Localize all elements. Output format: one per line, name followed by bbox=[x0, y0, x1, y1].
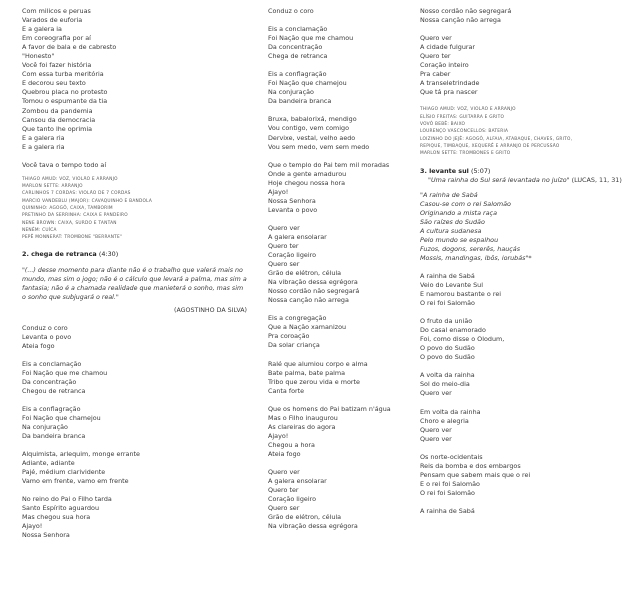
song-3-title: 3. levante sul (5:07) bbox=[420, 166, 491, 175]
lyric-line: Conduz o coro bbox=[22, 323, 68, 332]
credit-line: LOIZINHO DO JEJÊ: AGOGÔ, ALFAIA, ATABAQUE, CHAVES, GRITO, bbox=[420, 136, 573, 142]
lyric-line: Que os homens do Pai batizam n'água bbox=[268, 404, 391, 413]
lyric-line: Coração ligeiro bbox=[268, 495, 316, 504]
lyric-line: Quero ver bbox=[420, 425, 452, 434]
lyric-line: Ajayo! bbox=[268, 431, 289, 440]
lyrics-column-3 bbox=[420, 7, 622, 516]
lyric-line: E namorou bastante o rei bbox=[420, 290, 502, 299]
lyrics-column-1 bbox=[22, 7, 247, 540]
lyric-line: Foi Nação que me chamou bbox=[22, 368, 108, 377]
credit-line: THIAGO AMUD: VOZ, VIOLÃO E ARRANJO bbox=[22, 176, 118, 182]
lyric-line: A favor de bala e de cabresto bbox=[22, 43, 117, 52]
lyric-line: Bate palma, bate palma bbox=[268, 368, 346, 377]
lyric-line: "Honesto" bbox=[22, 52, 55, 61]
lyric-line: Quero ser bbox=[268, 504, 300, 513]
lyric-line: O rei foi Salomão bbox=[420, 488, 475, 497]
lyric-line: "A rainha de Sabá bbox=[420, 190, 478, 199]
credit-line: MARCIO VANDEBLU (MAJOR): CAVAQUINHO E BANDOLA bbox=[22, 198, 153, 204]
lyric-line: Chegou a hora bbox=[268, 440, 315, 449]
lyric-line: Quero ver bbox=[268, 223, 300, 232]
lyric-line: Eis a congregação bbox=[268, 314, 327, 323]
lyric-line: Quero ver bbox=[420, 34, 452, 43]
lyric-line: A volta da rainha bbox=[420, 371, 475, 380]
lyric-line: A cidade fulgurar bbox=[420, 43, 476, 52]
lyric-line: Fuzos, dogons, sererês, hauçás bbox=[420, 244, 521, 253]
lyric-line: Em volta da rainha bbox=[420, 407, 481, 416]
lyric-line: Eis a conclamação bbox=[22, 359, 82, 368]
lyric-line: Eis a conclamação bbox=[268, 25, 328, 34]
lyric-line: O rei foi Salomão bbox=[420, 299, 475, 308]
credit-line: NENÉM: CUÍCA bbox=[22, 227, 57, 233]
lyric-line: Quero ter bbox=[420, 52, 451, 61]
credit-line: PRETINHO DA SERRINHA: CAIXA E PANDEIRO bbox=[22, 213, 128, 219]
lyric-line: Nossa Senhora bbox=[22, 531, 70, 540]
lyric-line: A rainha de Sabá bbox=[420, 271, 475, 280]
lyric-line: Da concentração bbox=[22, 377, 77, 386]
lyric-line: Nossa canção não arrega bbox=[420, 16, 501, 25]
credit-line: ELÍSIO FREITAS: GUITARRA E GRITO bbox=[420, 114, 505, 120]
lyric-line: Quero ter bbox=[268, 241, 299, 250]
credit-line: THIAGO AMUD: VOZ, VIOLÃO E ARRANJO bbox=[420, 107, 516, 113]
lyric-line: Pajé, médium clarividente bbox=[22, 468, 106, 477]
lyric-line: Ajayo! bbox=[268, 187, 289, 196]
lyric-line: Que o templo do Pai tem mil moradas bbox=[268, 160, 390, 169]
stanza bbox=[268, 314, 408, 350]
lyric-line: Com essa turba meritória bbox=[22, 70, 104, 79]
lyric-line: Foi, como disse o Olodum, bbox=[420, 335, 505, 344]
stanza bbox=[420, 408, 590, 444]
lyric-line: Pra caber bbox=[420, 70, 451, 79]
stanza bbox=[420, 453, 590, 498]
lyric-line: Na conjuração bbox=[268, 88, 314, 97]
stanza-1 bbox=[22, 7, 247, 152]
lyric-line: Ateia fogo bbox=[268, 449, 301, 458]
credit-line: CARLINHOS 7 CORDAS: VIOLÃO DE 7 CORDAS bbox=[22, 191, 131, 197]
lyric-line: E a galera ia bbox=[22, 25, 62, 34]
credit-line: QUININHO: AGOGÔ, CAIXA, TAMBORIM bbox=[22, 205, 113, 211]
lyric-line: Quero ver bbox=[268, 467, 300, 476]
credit-line: LOURENÇO VASCONCELLOS: BATERIA bbox=[420, 129, 509, 135]
stanza bbox=[268, 405, 408, 459]
lyric-line: A cultura sudanesa bbox=[420, 226, 482, 235]
stanza bbox=[420, 34, 590, 97]
lyric-line: Alquimista, arlequim, monge errante bbox=[22, 450, 140, 459]
lyric-line: Onde a gente amadurou bbox=[268, 169, 347, 178]
lyric-line: Da solar criança bbox=[268, 341, 320, 350]
credits-song-2 bbox=[420, 106, 590, 157]
stanza bbox=[420, 272, 590, 308]
lyric-line: Tomou o espumante da tia bbox=[22, 97, 108, 106]
lyric-line: São raízes do Sudão bbox=[420, 217, 485, 226]
lyric-line: Com milicos e peruas bbox=[22, 7, 91, 15]
lyric-line: Adiante, adiante bbox=[22, 459, 75, 468]
lyric-line: Na vibração dessa egrégora bbox=[268, 278, 358, 287]
stanza bbox=[268, 7, 408, 16]
lyric-line: Cansou da democracia bbox=[22, 115, 96, 124]
lyric-line: Chega de retranca bbox=[268, 52, 328, 61]
song-2-epigraph: "(...) desse momento para diante não é o trabalho que valerá mais no mundo, mas sim o jogo; não é o cálculo que levará a palma, mas sim a fantasia; não é a chamada realidade que manieterá o sonho, mas sim o sonho que subjugará o real." bbox=[22, 266, 247, 301]
lyric-line: Coração inteiro bbox=[420, 61, 469, 70]
stanza bbox=[268, 70, 408, 106]
lyric-line: Originando a mista raça bbox=[420, 208, 497, 217]
stanza-2e bbox=[22, 495, 247, 540]
song-3-epigraph: "Uma rainha do Sul será levantada no juízo" (LUCAS, 11, 31) bbox=[428, 175, 622, 184]
lyric-line: Em coreografia por aí bbox=[22, 34, 91, 43]
lyric-line: O povo do Sudão bbox=[420, 353, 475, 362]
lyric-line: Quero ver bbox=[420, 434, 452, 443]
stanza bbox=[420, 371, 590, 398]
lyric-line: Os norte-ocidentais bbox=[420, 452, 483, 461]
stanza bbox=[268, 468, 408, 531]
lyric-line: Quero ver bbox=[420, 389, 452, 398]
lyric-line: Levanta o povo bbox=[268, 205, 318, 214]
lyric-line: No reino do Pai o Filho tarda bbox=[22, 495, 112, 504]
lyric-line: Ateia fogo bbox=[22, 341, 55, 350]
lyric-line: Conduz o coro bbox=[268, 7, 314, 15]
credit-line: MARLON SETTE: ARRANJO bbox=[22, 184, 83, 190]
lyric-line: Vou contigo, vem comigo bbox=[268, 124, 350, 133]
lyric-line: Ajayo! bbox=[22, 522, 43, 531]
lyric-line: Pra coroação bbox=[268, 332, 310, 341]
lyric-line: Tribo que zerou vida e morte bbox=[268, 377, 360, 386]
lyric-line: Você tava o tempo todo aí bbox=[22, 160, 107, 169]
lyric-line: Nosso cordão não segregará bbox=[420, 7, 512, 15]
stanza bbox=[268, 161, 408, 215]
lyric-line: Casou-se com o rei Salomão bbox=[420, 199, 511, 208]
lyric-line: Dervixe, vestal, velho aedo bbox=[268, 133, 356, 142]
lyric-line: Nosso cordão não segregará bbox=[268, 287, 360, 296]
stanza-2b bbox=[22, 360, 247, 396]
lyric-line: E a galera ria bbox=[22, 142, 65, 151]
lyric-line: Levanta o povo bbox=[22, 332, 72, 341]
lyric-line: Nossa canção não arrega bbox=[268, 296, 349, 305]
stanza-2d bbox=[22, 450, 247, 486]
lyric-line: E decorou seu texto bbox=[22, 79, 86, 88]
lyric-line: Pensam que sabem mais que o rei bbox=[420, 470, 531, 479]
stanza bbox=[268, 360, 408, 396]
lyric-line: Que a Nação xamanizou bbox=[268, 323, 347, 332]
lyric-line: A rainha de Sabá bbox=[420, 506, 475, 515]
italic-stanza bbox=[420, 191, 590, 263]
lyric-line: Quero ser bbox=[268, 260, 300, 269]
lyric-line: Hoje chegou nossa hora bbox=[268, 178, 346, 187]
credit-line: MARLON SETTE: TROMBONES E GRITO bbox=[420, 151, 511, 157]
lyric-line: O fruto da união bbox=[420, 317, 473, 326]
lyric-line: Foi Nação que me chamou bbox=[268, 34, 354, 43]
lyric-line: Mossis, mandingas, ibôs, iorubás"* bbox=[420, 253, 532, 262]
lyric-line: Mas o Filho inaugurou bbox=[268, 413, 338, 422]
lyric-line: Eis a conflagração bbox=[22, 404, 81, 413]
lyric-line: Quero ter bbox=[268, 486, 299, 495]
stanza bbox=[420, 507, 590, 516]
lyric-line: Santo Espírito aguardou bbox=[22, 504, 99, 513]
stanza bbox=[268, 115, 408, 151]
lyric-line: Eis a conflagração bbox=[268, 70, 327, 79]
lyric-line: Varados de euforia bbox=[22, 16, 83, 25]
lyric-line: E a galera ria bbox=[22, 133, 65, 142]
song-2-title: 2. chega de retranca (4:30) bbox=[22, 250, 119, 259]
lyric-line: Veio do Levante Sul bbox=[420, 281, 484, 290]
lyric-line: Reis da bomba e dos embargos bbox=[420, 461, 521, 470]
stanza bbox=[268, 224, 408, 305]
lyric-line: Coração ligeiro bbox=[268, 251, 316, 260]
credit-line: NENE BROWN: CAIXA, SURDO E TANTAN bbox=[22, 220, 117, 226]
lyric-line: Do casal enamorado bbox=[420, 326, 486, 335]
lyric-line: Bruxa, babalorixá, mendigo bbox=[268, 115, 357, 124]
lyric-line: A galera ensolarar bbox=[268, 232, 327, 241]
lyric-line: Na conjuração bbox=[22, 422, 68, 431]
lyric-line: Nossa Senhora bbox=[268, 196, 316, 205]
stanza bbox=[268, 25, 408, 61]
lyric-line: Vou sem medo, vem sem medo bbox=[268, 142, 370, 151]
lyric-line: Chegou de retranca bbox=[22, 386, 86, 395]
lyric-line: Você foi fazer história bbox=[22, 61, 92, 70]
lyric-line: Choro e alegria bbox=[420, 416, 469, 425]
credit-line: PEPÊ MONNERAT: TROMBONE "BERRANTE" bbox=[22, 235, 123, 241]
credits-song-1 bbox=[22, 176, 247, 242]
lyric-line: E o rei foi Salomão bbox=[420, 479, 480, 488]
lyric-line: As clareiras do agora bbox=[268, 422, 336, 431]
stanza-2c bbox=[22, 405, 247, 441]
lyric-line: Sol do meio-dia bbox=[420, 380, 470, 389]
lyrics-column-2 bbox=[268, 7, 408, 531]
lyric-line: A galera ensolarar bbox=[268, 477, 327, 486]
lyric-line: Zombou da pandemia bbox=[22, 106, 93, 115]
lyric-line: A transeletrindade bbox=[420, 79, 480, 88]
lyric-line: Pelo mundo se espalhou bbox=[420, 235, 499, 244]
lyric-line: Da concentração bbox=[268, 43, 323, 52]
stanza-2a bbox=[22, 324, 247, 351]
lyric-line: Quebrou placa no protesto bbox=[22, 88, 108, 97]
lyric-line: Ralé que alumiou corpo e alma bbox=[268, 359, 368, 368]
lyric-line: Que tá pra nascer bbox=[420, 88, 478, 97]
lyric-line: Grão de elétron, célula bbox=[268, 513, 342, 522]
lyric-line: Da bandeira branca bbox=[22, 431, 86, 440]
lyric-line: Foi Nação que chamejou bbox=[22, 413, 101, 422]
lyric-line: Grão de elétron, célula bbox=[268, 269, 342, 278]
lyric-line: Mas chegou sua hora bbox=[22, 513, 91, 522]
credit-line: VOVÔ BEBÊ: BAIXO bbox=[420, 122, 466, 128]
lyric-line: Da bandeira branca bbox=[268, 97, 332, 106]
stanza bbox=[420, 317, 590, 362]
credit-line: REPIQUE, TIMBAQUE, XEQUERÊ E ARRANJO DE PERCUSSÃO bbox=[420, 143, 560, 149]
lyric-line: Canta forte bbox=[268, 386, 305, 395]
lyric-line: Na vibração dessa egrégora bbox=[268, 522, 358, 531]
lyric-line: Que tanto lhe oprimia bbox=[22, 124, 93, 133]
lyric-line: O povo do Sudão bbox=[420, 344, 475, 353]
lyric-line: Vamo em frente, vamo em frente bbox=[22, 477, 129, 486]
song-2-epigraph-attribution: (AGOSTINHO DA SILVA) bbox=[174, 306, 247, 314]
lyric-line: Foi Nação que chamejou bbox=[268, 79, 347, 88]
stanza bbox=[420, 7, 590, 25]
